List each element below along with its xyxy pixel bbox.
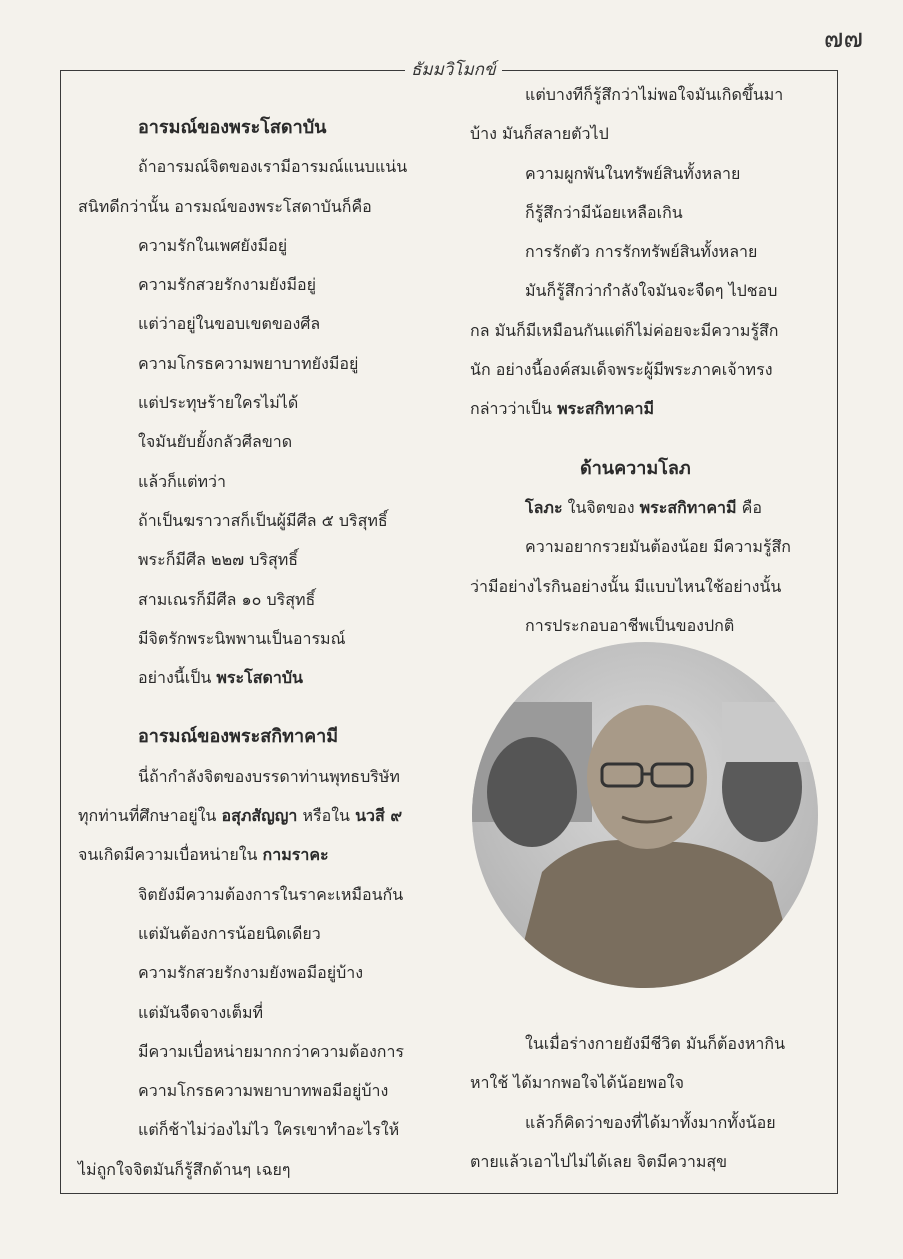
line-text: ใจมันยับยั้งกลัวศีลขาด [138, 432, 293, 452]
text-line [78, 875, 458, 914]
line-text: อย่างนี้เป็น [138, 668, 217, 688]
text-line [470, 1142, 830, 1181]
line-text: สามเณรก็มีศีล ๑๐ บริสุทธิ์ [138, 589, 316, 609]
page-number: ๗๗ [823, 24, 863, 54]
line-text: แต่มันต้องการน้อยนิดเดียว [138, 923, 321, 943]
line-text: ถ้าเป็นฆราวาสก็เป็นผู้มีศีล ๕ บริสุทธิ์ [138, 510, 388, 530]
running-header: ธัมมวิโมกข์ [405, 56, 502, 83]
text-line [78, 796, 458, 835]
line-text: ว่ามีอย่างไรกินอย่างนั้น มีแบบไหนใช้อย่างนั้น [470, 576, 782, 596]
line-text: มีจิตรักพระนิพพานเป็นอารมณ์ [138, 628, 346, 648]
text-line [470, 271, 830, 310]
text-line [78, 501, 458, 540]
line-text: ความอยากรวยมันต้องน้อย มีความรู้สึก [525, 537, 791, 557]
line-text: ก็รู้สึกว่ามีน้อยเหลือเกิน [525, 202, 683, 222]
line-text: กล่าวว่าเป็น [470, 399, 558, 419]
text-line [470, 1103, 830, 1142]
text-line [470, 1063, 830, 1102]
emphasized-term: พระสกิทาคามี [639, 497, 737, 517]
text-line [470, 232, 830, 271]
line-text: ตายแล้วเอาไปไม่ได้เลย จิตมีความสุข [470, 1151, 728, 1171]
monk-photo [472, 642, 818, 988]
text-line [78, 462, 458, 501]
text-line [78, 757, 458, 796]
text-line [78, 187, 458, 226]
line-text: ทุกท่านที่ศึกษาอยู่ใน [78, 806, 222, 826]
section-heading [78, 108, 458, 147]
paragraph-gap [78, 697, 458, 717]
line-text: ความรักสวยรักงามยังพอมีอยู่บ้าง [138, 963, 364, 983]
line-text: แล้วก็คิดว่าของที่ได้มาทั้งมากทั้งน้อย [525, 1112, 776, 1132]
line-text: หรือใน [297, 806, 356, 826]
bottom-right-column [470, 1024, 830, 1181]
line-text: มันก็รู้สึกว่ากำลังใจมันจะจืดๆ ไปชอบ [525, 281, 778, 301]
line-text: แต่ว่าอยู่ในขอบเขตของศีล [138, 314, 321, 334]
text-line [470, 606, 830, 645]
text-line [78, 344, 458, 383]
text-line [470, 389, 830, 428]
text-line [470, 488, 830, 527]
line-text: จนเกิดมีความเบื่อหน่ายใน [78, 845, 263, 865]
text-line [470, 1024, 830, 1063]
line-text: ความรักในเพศยังมีอยู่ [138, 235, 288, 255]
line-text: มีความเบื่อหน่ายมากกว่าความต้องการ [138, 1041, 405, 1061]
text-line [470, 114, 830, 153]
text-line [470, 311, 830, 350]
text-line [78, 993, 458, 1032]
text-line [78, 1150, 458, 1189]
text-line [78, 835, 458, 874]
emphasized-term: พระโสดาบัน [216, 668, 303, 688]
text-line [470, 75, 830, 114]
line-text: อารมณ์ของพระโสดาบัน [138, 117, 327, 138]
text-line [78, 422, 458, 461]
section-heading [470, 449, 830, 488]
line-text: ความโกรธความพยาบาทพอมีอยู่บ้าง [138, 1081, 389, 1101]
text-line [78, 658, 458, 697]
emphasized-term: นวสี ๙ [355, 806, 403, 826]
text-line [78, 304, 458, 343]
line-text: ด้านความโลภ [580, 457, 691, 479]
text-line [470, 193, 830, 232]
text-line [78, 619, 458, 658]
text-line [78, 265, 458, 304]
text-line [470, 350, 830, 389]
line-text: แต่มันจืดจางเต็มที่ [138, 1002, 264, 1022]
line-text: แต่บางทีก็รู้สึกว่าไม่พอใจมันเกิดขึ้นมา [525, 85, 784, 104]
right-column [470, 75, 830, 645]
line-text: พระก็มีศีล ๒๒๗ บริสุทธิ์ [138, 550, 299, 570]
text-line [78, 1032, 458, 1071]
text-line [78, 147, 458, 186]
line-text: ความรักสวยรักงามยังมีอยู่ [138, 275, 316, 295]
line-text: ในจิตของ [562, 497, 640, 517]
text-line [78, 953, 458, 992]
paragraph-gap [470, 429, 830, 449]
line-text: แต่ประทุษร้ายใครไม่ได้ [138, 393, 299, 413]
text-line [470, 154, 830, 193]
line-text: ถ้าอารมณ์จิตของเรามีอารมณ์แนบแน่น [138, 157, 408, 177]
line-text: สนิทดีกว่านั้น อารมณ์ของพระโสดาบันก็คือ [78, 196, 372, 216]
line-text: อารมณ์ของพระสกิทาคามี [138, 726, 339, 748]
line-text: แล้วก็แต่ทว่า [138, 471, 227, 491]
line-text: นัก อย่างนี้องค์สมเด็จพระผู้มีพระภาคเจ้าทรง [470, 360, 773, 380]
text-line [78, 540, 458, 579]
text-line [78, 383, 458, 422]
line-text: ความโกรธความพยาบาทยังมีอยู่ [138, 353, 359, 373]
text-line [78, 580, 458, 619]
line-text: ไม่ถูกใจจิตมันก็รู้สึกด้านๆ เฉยๆ [78, 1159, 291, 1179]
line-text: หาใช้ ได้มากพอใจได้น้อยพอใจ [470, 1073, 684, 1093]
monk-photo-image [472, 642, 818, 988]
line-text: ในเมื่อร่างกายยังมีชีวิต มันก็ต้องหากิน [525, 1034, 786, 1053]
line-text: การรักตัว การรักทรัพย์สินทั้งหลาย [525, 242, 758, 262]
text-line [78, 914, 458, 953]
line-text: คือ [736, 497, 762, 517]
text-line [470, 527, 830, 566]
line-text: นี่ถ้ากำลังจิตของบรรดาท่านพุทธบริษัท [138, 766, 400, 786]
text-line [78, 1071, 458, 1110]
line-text: บ้าง มันก็สลายตัวไป [470, 124, 609, 144]
line-text: การประกอบอาชีพเป็นของปกติ [525, 615, 735, 635]
line-text: กล มันก็มีเหมือนกันแต่ก็ไม่ค่อยจะมีความรู้สึก [470, 320, 779, 340]
text-line [78, 1110, 458, 1149]
emphasized-term: กามราคะ [262, 845, 329, 865]
emphasized-term: อสุภสัญญา [221, 806, 298, 826]
text-line [78, 226, 458, 265]
section-heading [78, 717, 458, 756]
emphasized-term: พระสกิทาคามี [557, 399, 655, 419]
left-column [78, 108, 458, 1189]
line-text: แต่ก็ช้าไม่ว่องไม่ไว ใครเขาทำอะไรให้ [138, 1120, 400, 1140]
line-text: ความผูกพันในทรัพย์สินทั้งหลาย [525, 163, 741, 183]
emphasized-term: โลภะ [525, 497, 563, 517]
text-line [470, 567, 830, 606]
line-text: จิตยังมีความต้องการในราคะเหมือนกัน [138, 884, 404, 904]
